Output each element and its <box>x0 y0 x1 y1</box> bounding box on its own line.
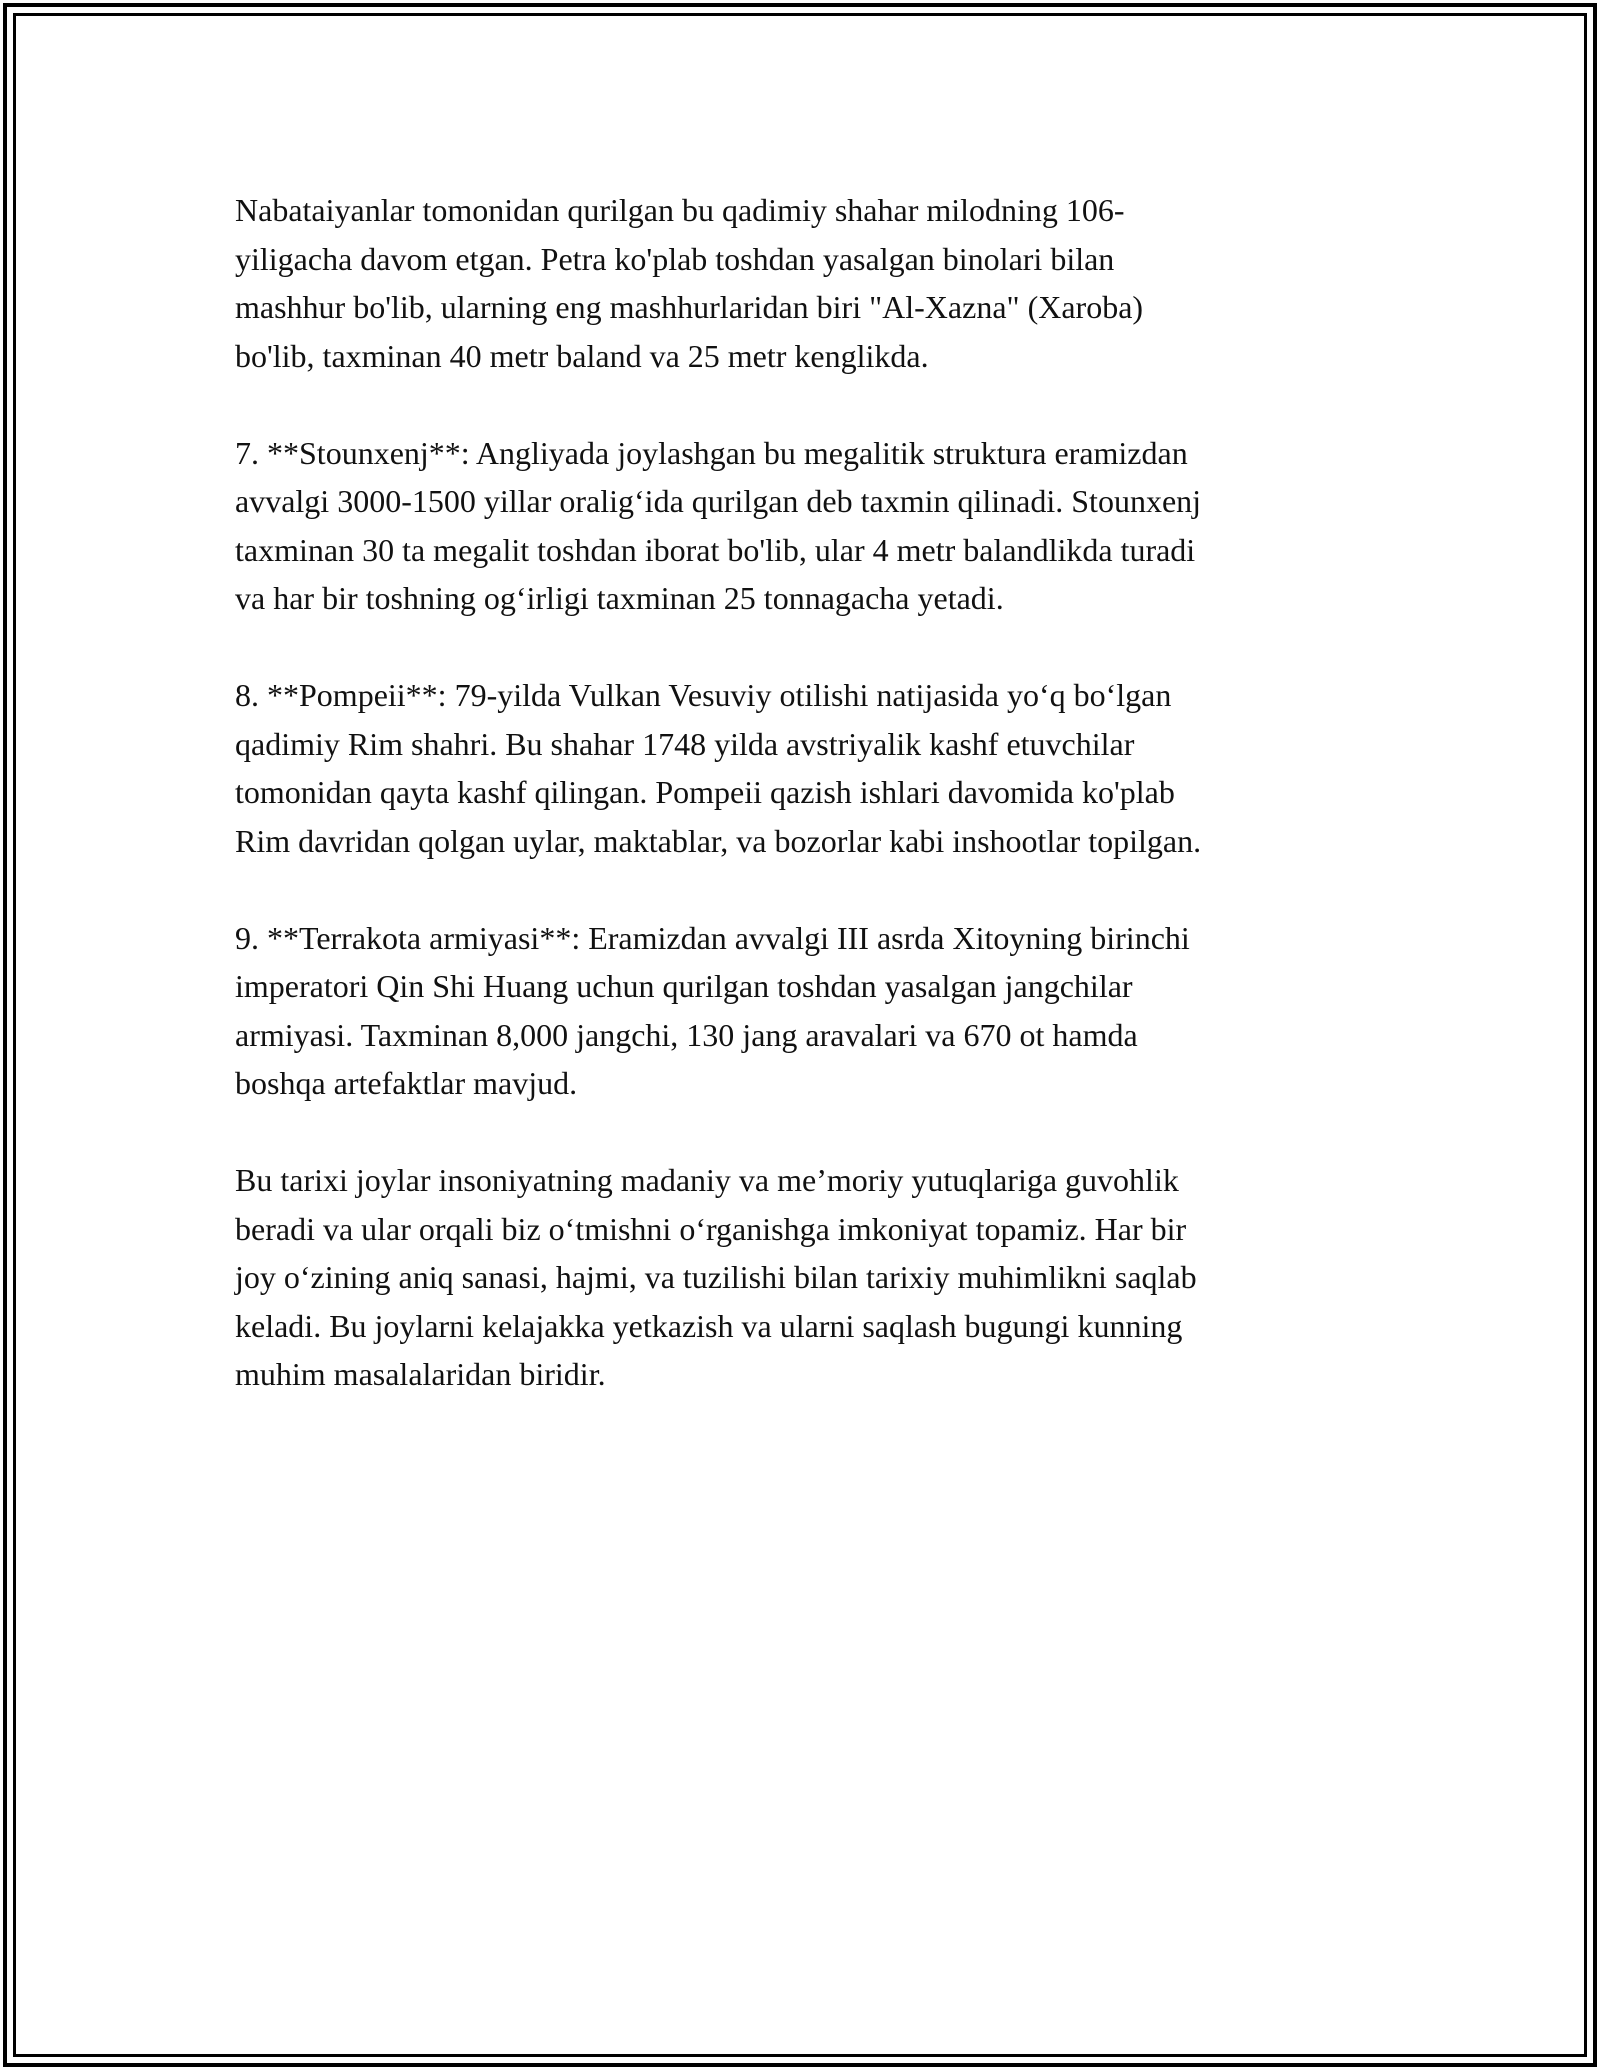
paragraph-pompeii: 8. **Pompeii**: 79-yilda Vulkan Vesuviy otilishi natijasida yo‘q bo‘lgan qadimiy Rim shahri. Bu shahar 1748 yilda avstriyalik kashf etuvchilar tomonidan qayta kashf qilingan. Pompeii qazish ishlari davomida ko'plab Rim davridan qolgan uylar, maktablar, va bozorlar kabi inshootlar topilgan. <box>235 677 1202 859</box>
paragraph-stonehenge: 7. **Stounxenj**: Angliyada joylashgan bu megalitik struktura eramizdan avvalgi 3000-1500 yillar oralig‘ida qurilgan deb taxmin qilinadi. Stounxenj taxminan 30 ta megalit toshdan iborat bo'lib, ular 4 metr balandlikda turadi va har bir toshning og‘irligi taxminan 25 tonnagacha yetadi. <box>235 434 1202 616</box>
paragraph-terracotta-army: 9. **Terrakota armiyasi**: Eramizdan avvalgi III asrda Xitoyning birinchi imperatori Qin Shi Huang uchun qurilgan toshdan yasalgan jangchilar armiyasi. Taxminan 8,000 jangchi, 130 jang aravalari va 670 ot hamda boshqa artefaktlar mavjud. <box>235 919 1190 1101</box>
paragraph-conclusion: Bu tarixi joylar insoniyatning madaniy va me’moriy yutuqlariga guvohlik beradi va ular orqali biz o‘tmishni o‘rganishga imkoniyat topamiz. Har bir joy o‘zining aniq sanasi, hajmi, va tuzilishi bilan tarixiy muhimlikni saqlab keladi. Bu joylarni kelajakka yetkazish va ularni saqlash bugungi kunning muhim masalalaridan biridir. <box>235 1162 1197 1392</box>
document-body <box>235 186 1370 1447</box>
paragraph-petra: Nabataiyanlar tomonidan qurilgan bu qadimiy shahar milodning 106- yiligacha davom etgan. Petra ko'plab toshdan yasalgan binolari bilan mashhur bo'lib, ularning eng mashhurlaridan biri "Al-Xazna" (Xaroba) bo'lib, taxminan 40 metr baland va 25 metr kenglikda. <box>235 192 1144 374</box>
